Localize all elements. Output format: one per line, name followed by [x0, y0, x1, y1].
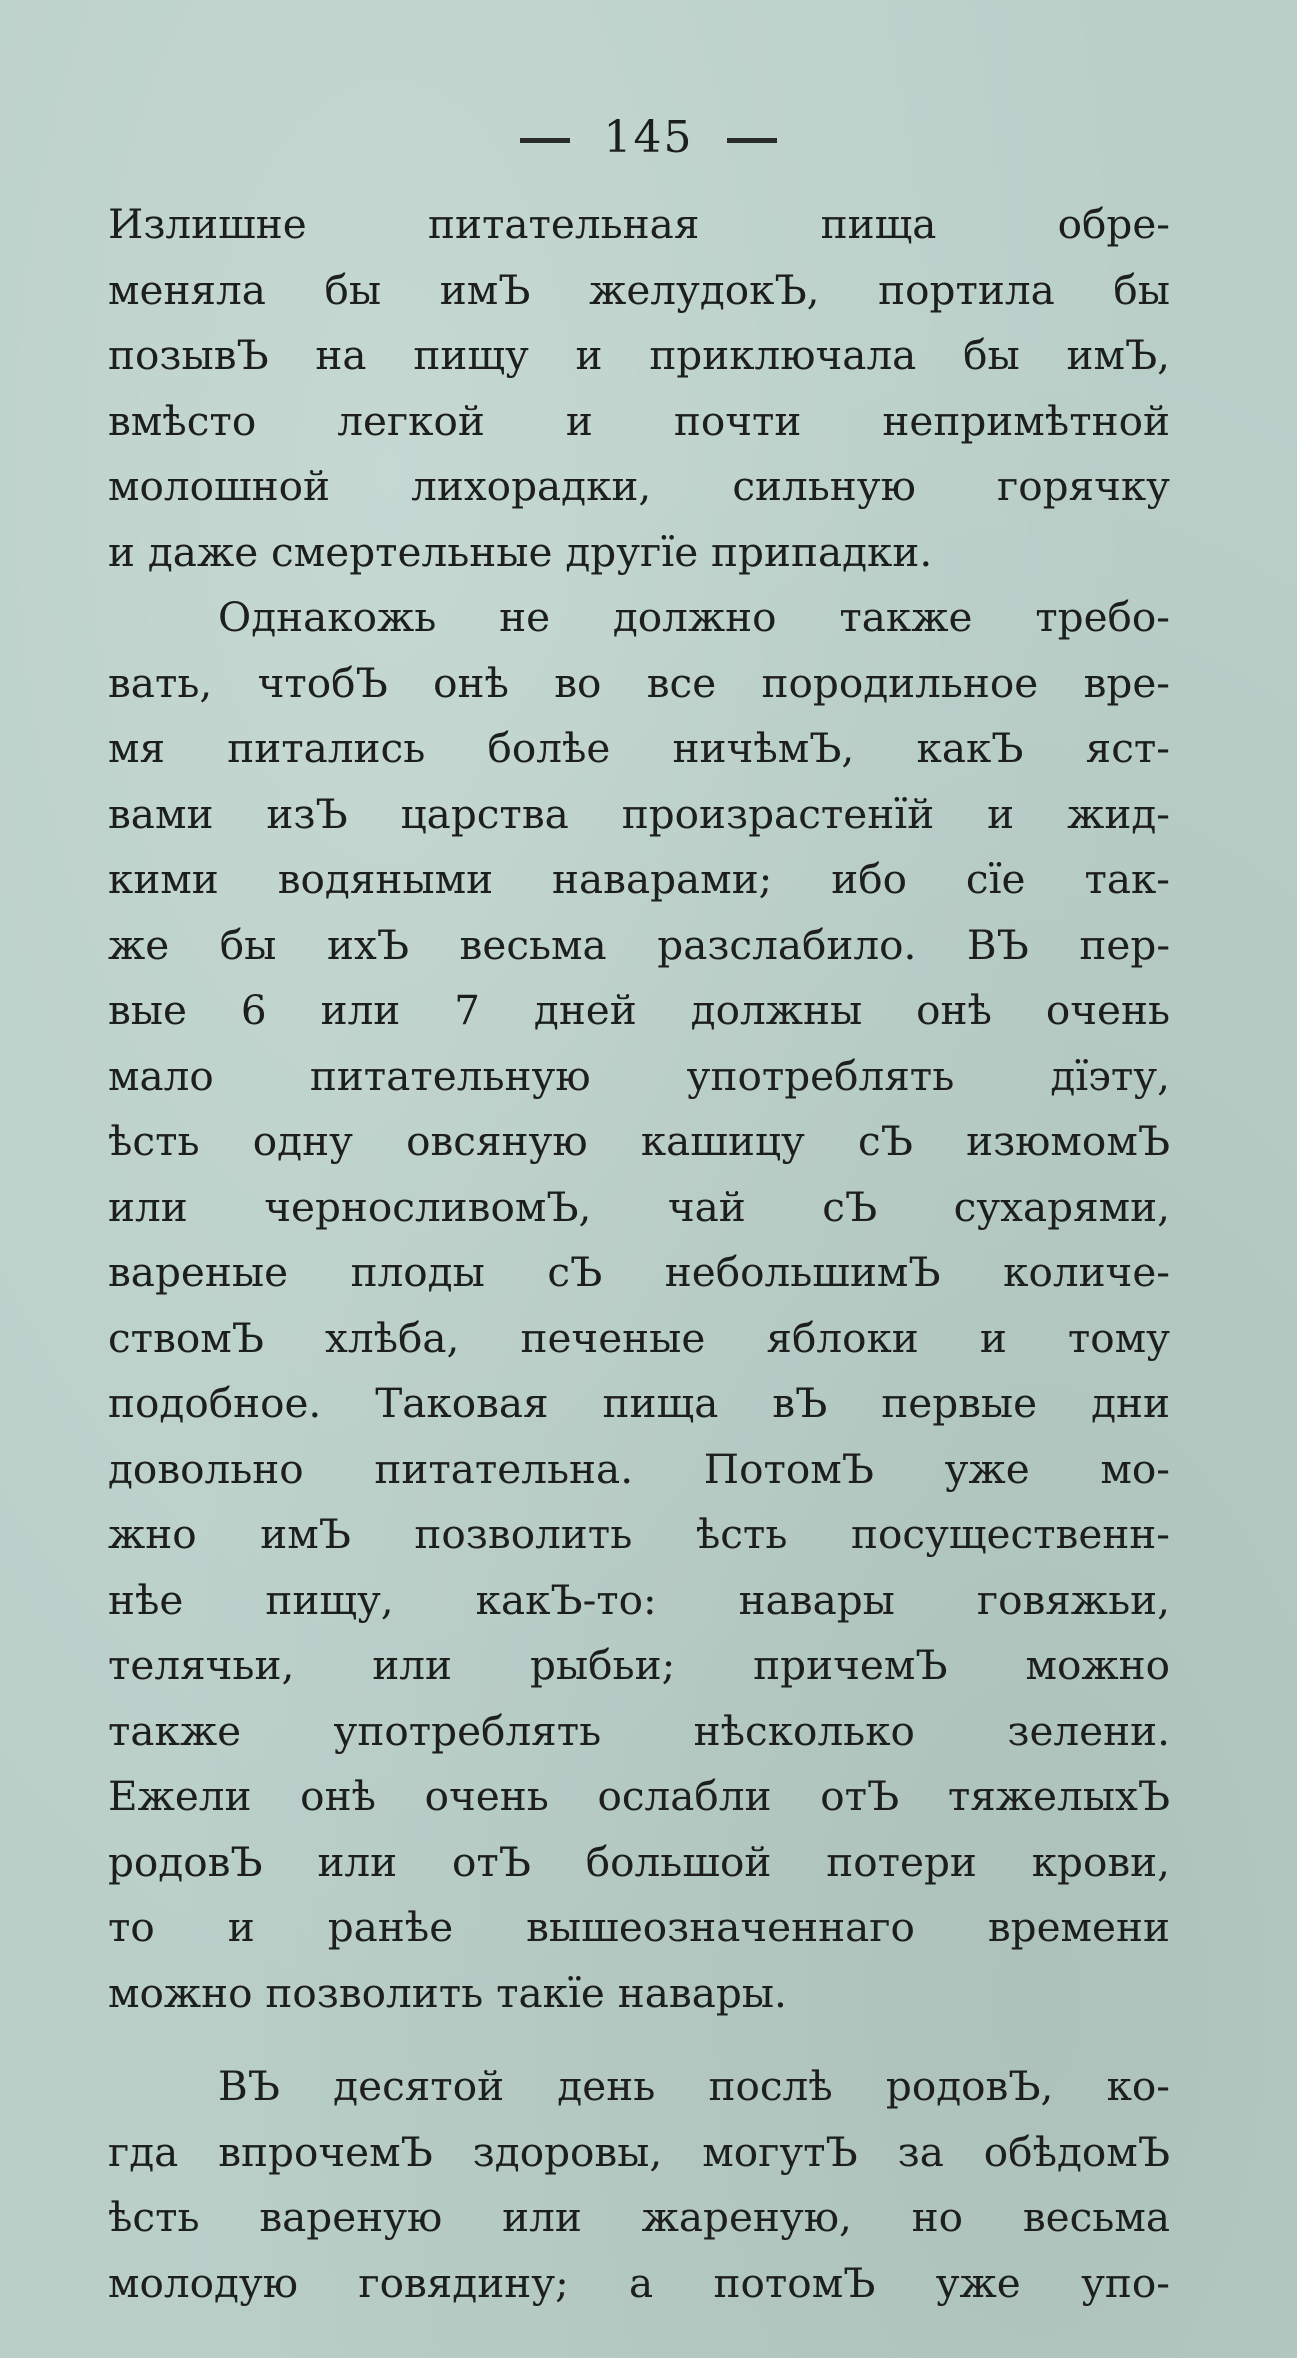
text-line: также употреблять нѣсколько зелени.: [108, 1706, 1170, 1755]
text-line: молодую говядину; а потомЪ уже упо-: [108, 2258, 1170, 2307]
text-line: телячьи, или рыбьи; причемЪ можно: [108, 1641, 1170, 1689]
text-line: позывЪ на пищу и приключала бы имЪ,: [108, 331, 1170, 379]
text-line: меняла бы имЪ желудокЪ, портила бы: [108, 265, 1170, 314]
header-dash-right: [727, 138, 777, 143]
text-line: мало питательную употреблять дїэту,: [108, 1051, 1170, 1100]
text-line: вами изЪ царства произрастенїй и жид-: [108, 789, 1170, 838]
text-line: вареные плоды сЪ небольшимЪ количе-: [108, 1248, 1170, 1296]
text-line: ѣсть вареную или жареную, но весьма: [108, 2193, 1170, 2241]
text-line: Однакожь не должно также требо-: [218, 593, 1170, 641]
text-line: Излишне питательная пища обре-: [108, 200, 1170, 248]
text-line: подобное. Таковая пища вЪ первые дни: [108, 1379, 1170, 1427]
text-line: ѣсть одну овсяную кашицу сЪ изюмомЪ: [108, 1117, 1170, 1165]
header-dash-left: [520, 138, 570, 143]
text-line: кими водяными наварами; ибо сїе так-: [108, 855, 1170, 903]
text-line: ствомЪ хлѣба, печеные яблоки и тому: [108, 1313, 1170, 1362]
text-line: вать, чтобЪ онѣ во все породильное вре-: [108, 658, 1170, 707]
page-number: 145: [603, 112, 694, 163]
text-line: вмѣсто легкой и почти непримѣтной: [108, 396, 1170, 445]
text-line: то и ранѣе вышеозначеннаго времени: [108, 1903, 1170, 1951]
body-text: [108, 192, 1170, 2316]
text-line: жно имЪ позволить ѣсть посущественн-: [108, 1510, 1170, 1558]
text-line: или черносливомЪ, чай сЪ сухарями,: [108, 1182, 1170, 1231]
text-line: довольно питательна. ПотомЪ уже мо-: [108, 1444, 1170, 1493]
text-line: вые 6 или 7 дней должны онѣ очень: [108, 986, 1170, 1034]
text-line: молошной лихорадки, сильную горячку: [108, 462, 1170, 510]
paragraph-gap: [108, 2026, 1170, 2054]
text-line: нѣе пищу, какЪ-то: навары говяжьи,: [108, 1575, 1170, 1624]
text-line: можно позволить такїе навары.: [108, 1968, 787, 2017]
page-header: [0, 112, 1297, 163]
text-line: же бы ихЪ весьма разслабило. ВЪ пер-: [108, 920, 1170, 969]
text-line: Ежели онѣ очень ослабли отЪ тяжелыхЪ: [108, 1772, 1170, 1820]
text-line: мя питались болѣе ничѣмЪ, какЪ яст-: [108, 724, 1170, 772]
text-line: ВЪ десятой день послѣ родовЪ, ко-: [218, 2062, 1170, 2110]
text-line: гда впрочемЪ здоровы, могутЪ за обѣдомЪ: [108, 2127, 1170, 2176]
text-line: и даже смертельные другїе припадки.: [108, 527, 933, 576]
text-line: родовЪ или отЪ большой потери крови,: [108, 1837, 1170, 1886]
